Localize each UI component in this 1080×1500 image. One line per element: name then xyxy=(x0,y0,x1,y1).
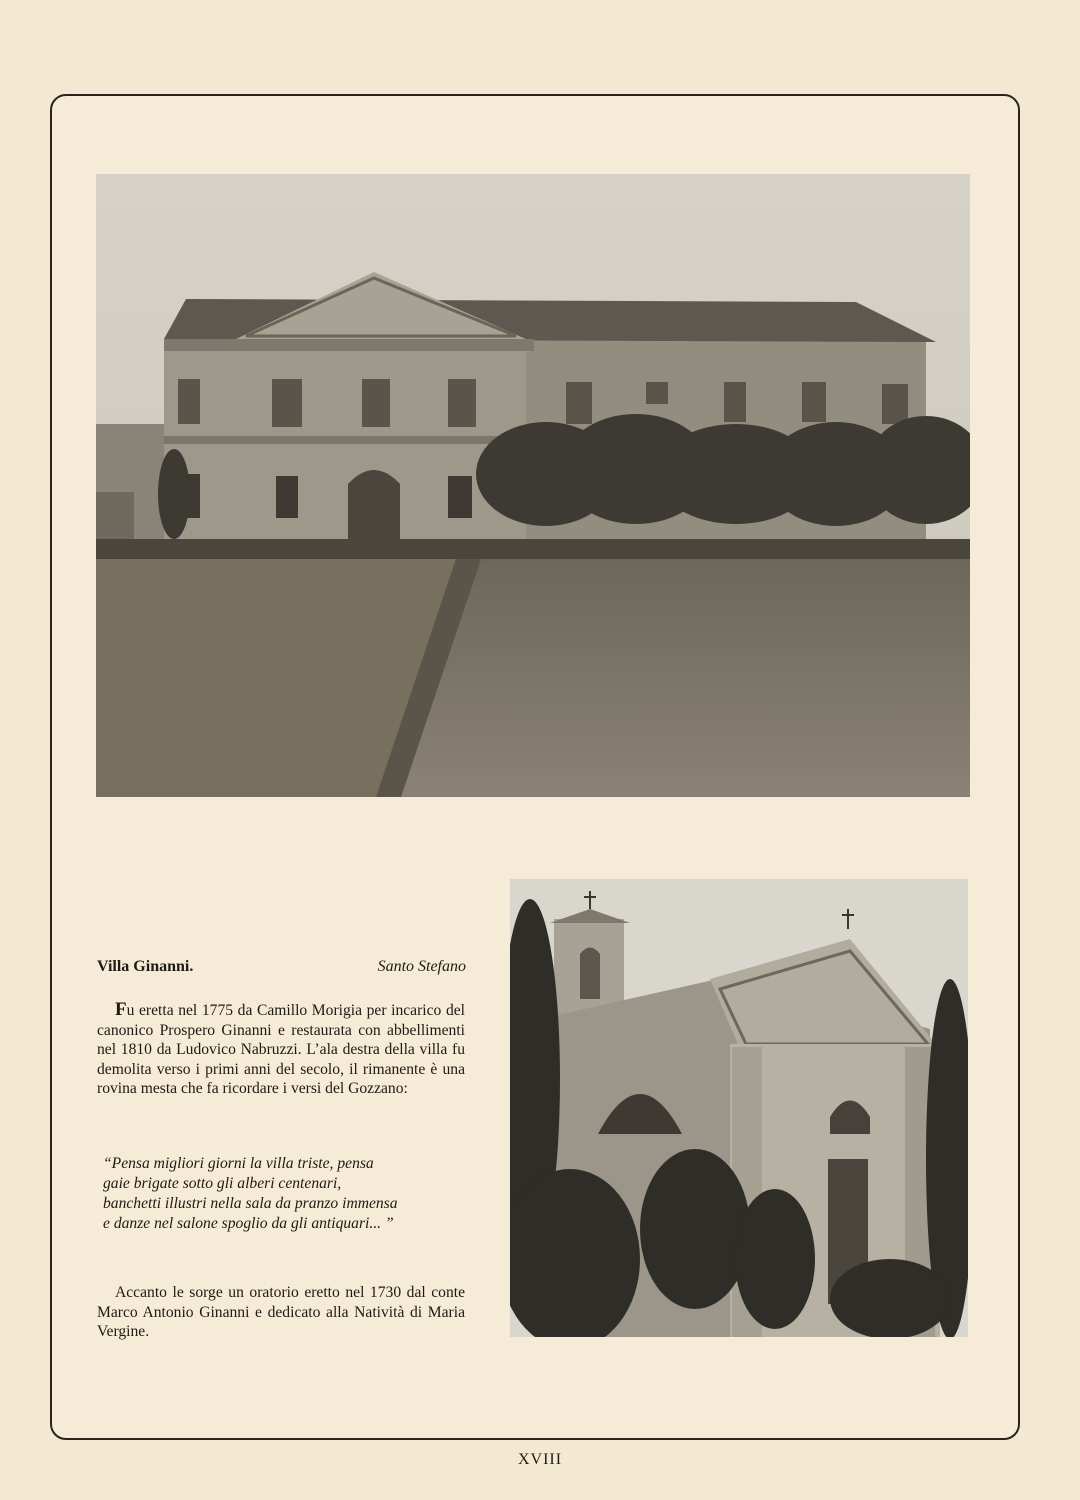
paragraph-history-text: u eretta nel 1775 da Camillo Morigia per incarico del canonico Prospero Ginanni e restaurata con abbellimenti nel 1810 da Ludovico Nabruzzi. L’ala destra della villa fu demolita verso i primi anni del secolo, il rimanente è una rovina mesta che fa ricordare i versi del Gozzano: xyxy=(97,1002,465,1097)
page-number: XVIII xyxy=(517,1451,563,1468)
drop-cap: F xyxy=(115,999,127,1020)
quote-line: gaie brigate sotto gli alberi centenari, xyxy=(103,1175,342,1192)
paragraph-oratory: Accanto le sorge un oratorio eretto nel 1730 dal conte Marco Antonio Ginanni e dedicato alla Natività di Maria Vergine. xyxy=(97,1284,465,1340)
quote-line: “Pensa migliori giorni la villa triste, pensa xyxy=(103,1155,374,1172)
caption-place: Santo Stefano xyxy=(377,958,466,975)
quote-line: e danze nel salone spoglio da gli antiquari... ” xyxy=(103,1215,394,1232)
caption-title: Villa Ginanni. xyxy=(97,958,194,975)
poem-quote xyxy=(103,1154,473,1234)
chapel-photograph xyxy=(510,879,968,1337)
quote-line: banchetti illustri nella sala da pranzo immensa xyxy=(103,1195,398,1212)
villa-photograph xyxy=(96,174,970,797)
paragraph-history xyxy=(97,1000,465,1099)
